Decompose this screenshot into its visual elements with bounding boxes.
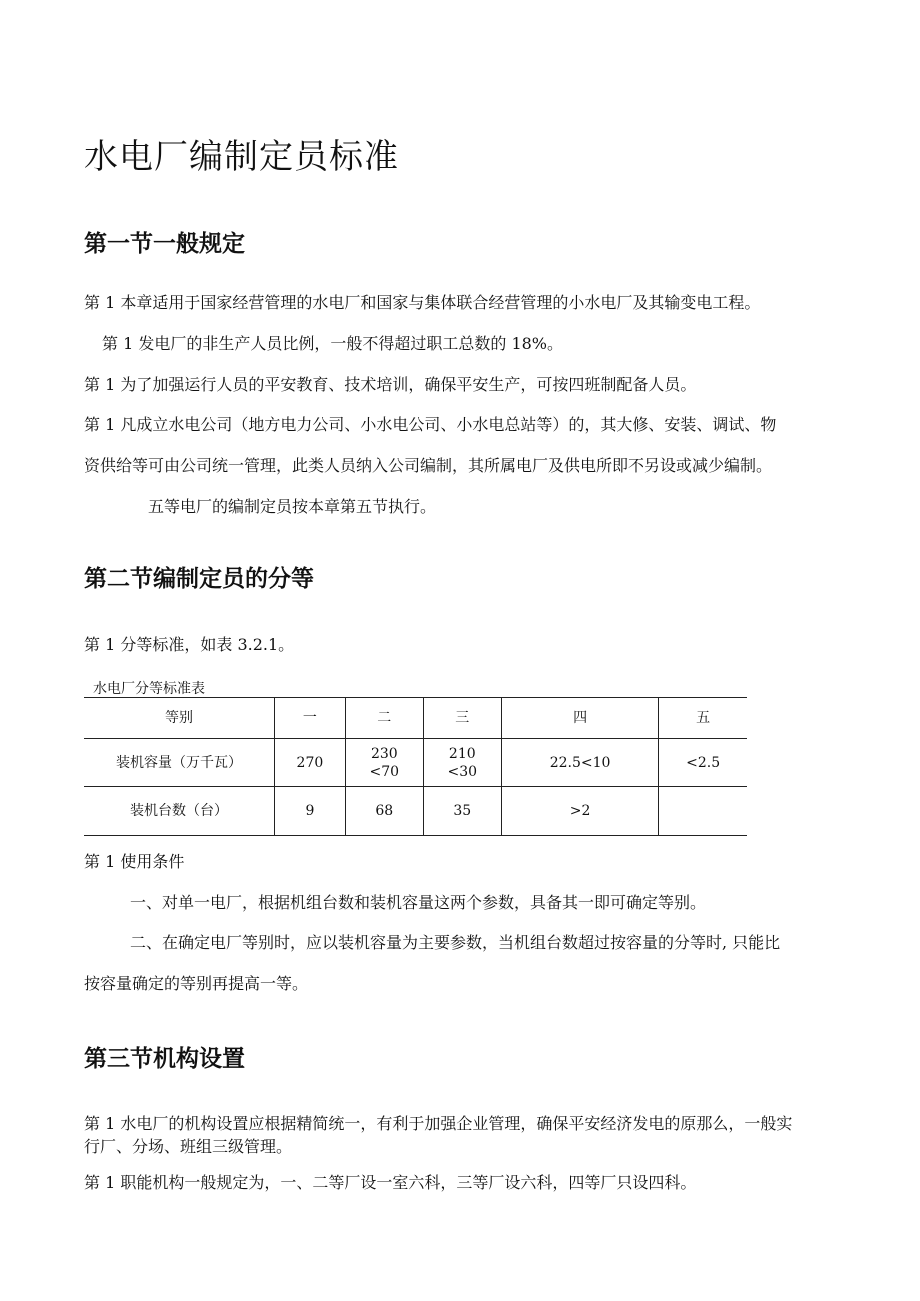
paragraph: 第 1 分等标准，如表 3.2.1。 xyxy=(84,635,295,654)
table-header-cell: 五 xyxy=(659,698,747,739)
table-cell: >2 xyxy=(501,787,659,836)
paragraph: 二、在确定电厂等别时，应以装机容量为主要参数，当机组台数超过按容量的分等时, 只能比 xyxy=(130,933,781,952)
paragraph: 资供给等可由公司统一管理，此类人员纳入公司编制，其所属电厂及供电所即不另设或减少编制。 xyxy=(84,456,773,475)
paragraph: 一、对单一电厂，根据机组台数和装机容量这两个参数，具备其一即可确定等别。 xyxy=(130,893,707,912)
paragraph: 第 1 本章适用于国家经营管理的水电厂和国家与集体联合经营管理的小水电厂及其输变电工程。 xyxy=(84,293,761,312)
table-row xyxy=(84,739,747,787)
paragraph: 第 1 凡成立水电公司（地方电力公司、小水电公司、小水电总站等）的，其大修、安装、调试、物 xyxy=(84,415,777,434)
table-cell: 9 xyxy=(275,787,346,836)
table-cell: 35 xyxy=(423,787,501,836)
table-header-cell: 一 xyxy=(275,698,346,739)
table-cell: 68 xyxy=(345,787,423,836)
section-heading-3: 第三节机构设置 xyxy=(84,1046,245,1072)
paragraph: 第 1 职能机构一般规定为，一、二等厂设一室六科，三等厂设六科，四等厂只设四科。 xyxy=(84,1173,697,1192)
paragraph: 第 1 使用条件 xyxy=(84,852,185,871)
table-cell xyxy=(659,787,747,836)
table-cell: 210 <30 xyxy=(423,739,501,787)
paragraph: 行厂、分场、班组三级管理。 xyxy=(84,1137,293,1156)
table-cell: 装机容量（万千瓦） xyxy=(84,739,275,787)
grading-table xyxy=(84,697,747,836)
table-header-row xyxy=(84,698,747,739)
page-title: 水电厂编制定员标准 xyxy=(84,137,399,177)
table-cell: 22.5<10 xyxy=(501,739,659,787)
paragraph: 五等电厂的编制定员按本章第五节执行。 xyxy=(148,497,437,516)
table-header-cell: 三 xyxy=(423,698,501,739)
table-cell: 装机台数（台） xyxy=(84,787,275,836)
section-heading-1: 第一节一般规定 xyxy=(84,231,245,257)
paragraph: 按容量确定的等别再提高一等。 xyxy=(84,974,309,993)
table-header-cell: 等别 xyxy=(84,698,275,739)
table-cell: 270 xyxy=(275,739,346,787)
table-cell: <2.5 xyxy=(659,739,747,787)
table-cell: 230 <70 xyxy=(345,739,423,787)
paragraph: 第 1 水电厂的机构设置应根据精简统一，有利于加强企业管理，确保平安经济发电的原那么，一般实 xyxy=(84,1114,793,1133)
table-header-cell: 四 xyxy=(501,698,659,739)
table-row xyxy=(84,787,747,836)
table-header-cell: 二 xyxy=(345,698,423,739)
section-heading-2: 第二节编制定员的分等 xyxy=(84,566,314,592)
paragraph: 第 1 为了加强运行人员的平安教育、技术培训，确保平安生产，可按四班制配备人员。 xyxy=(84,375,697,394)
table-caption: 水电厂分等标准表 xyxy=(93,681,205,697)
paragraph: 第 1 发电厂的非生产人员比例，一般不得超过职工总数的 18%。 xyxy=(102,334,564,353)
